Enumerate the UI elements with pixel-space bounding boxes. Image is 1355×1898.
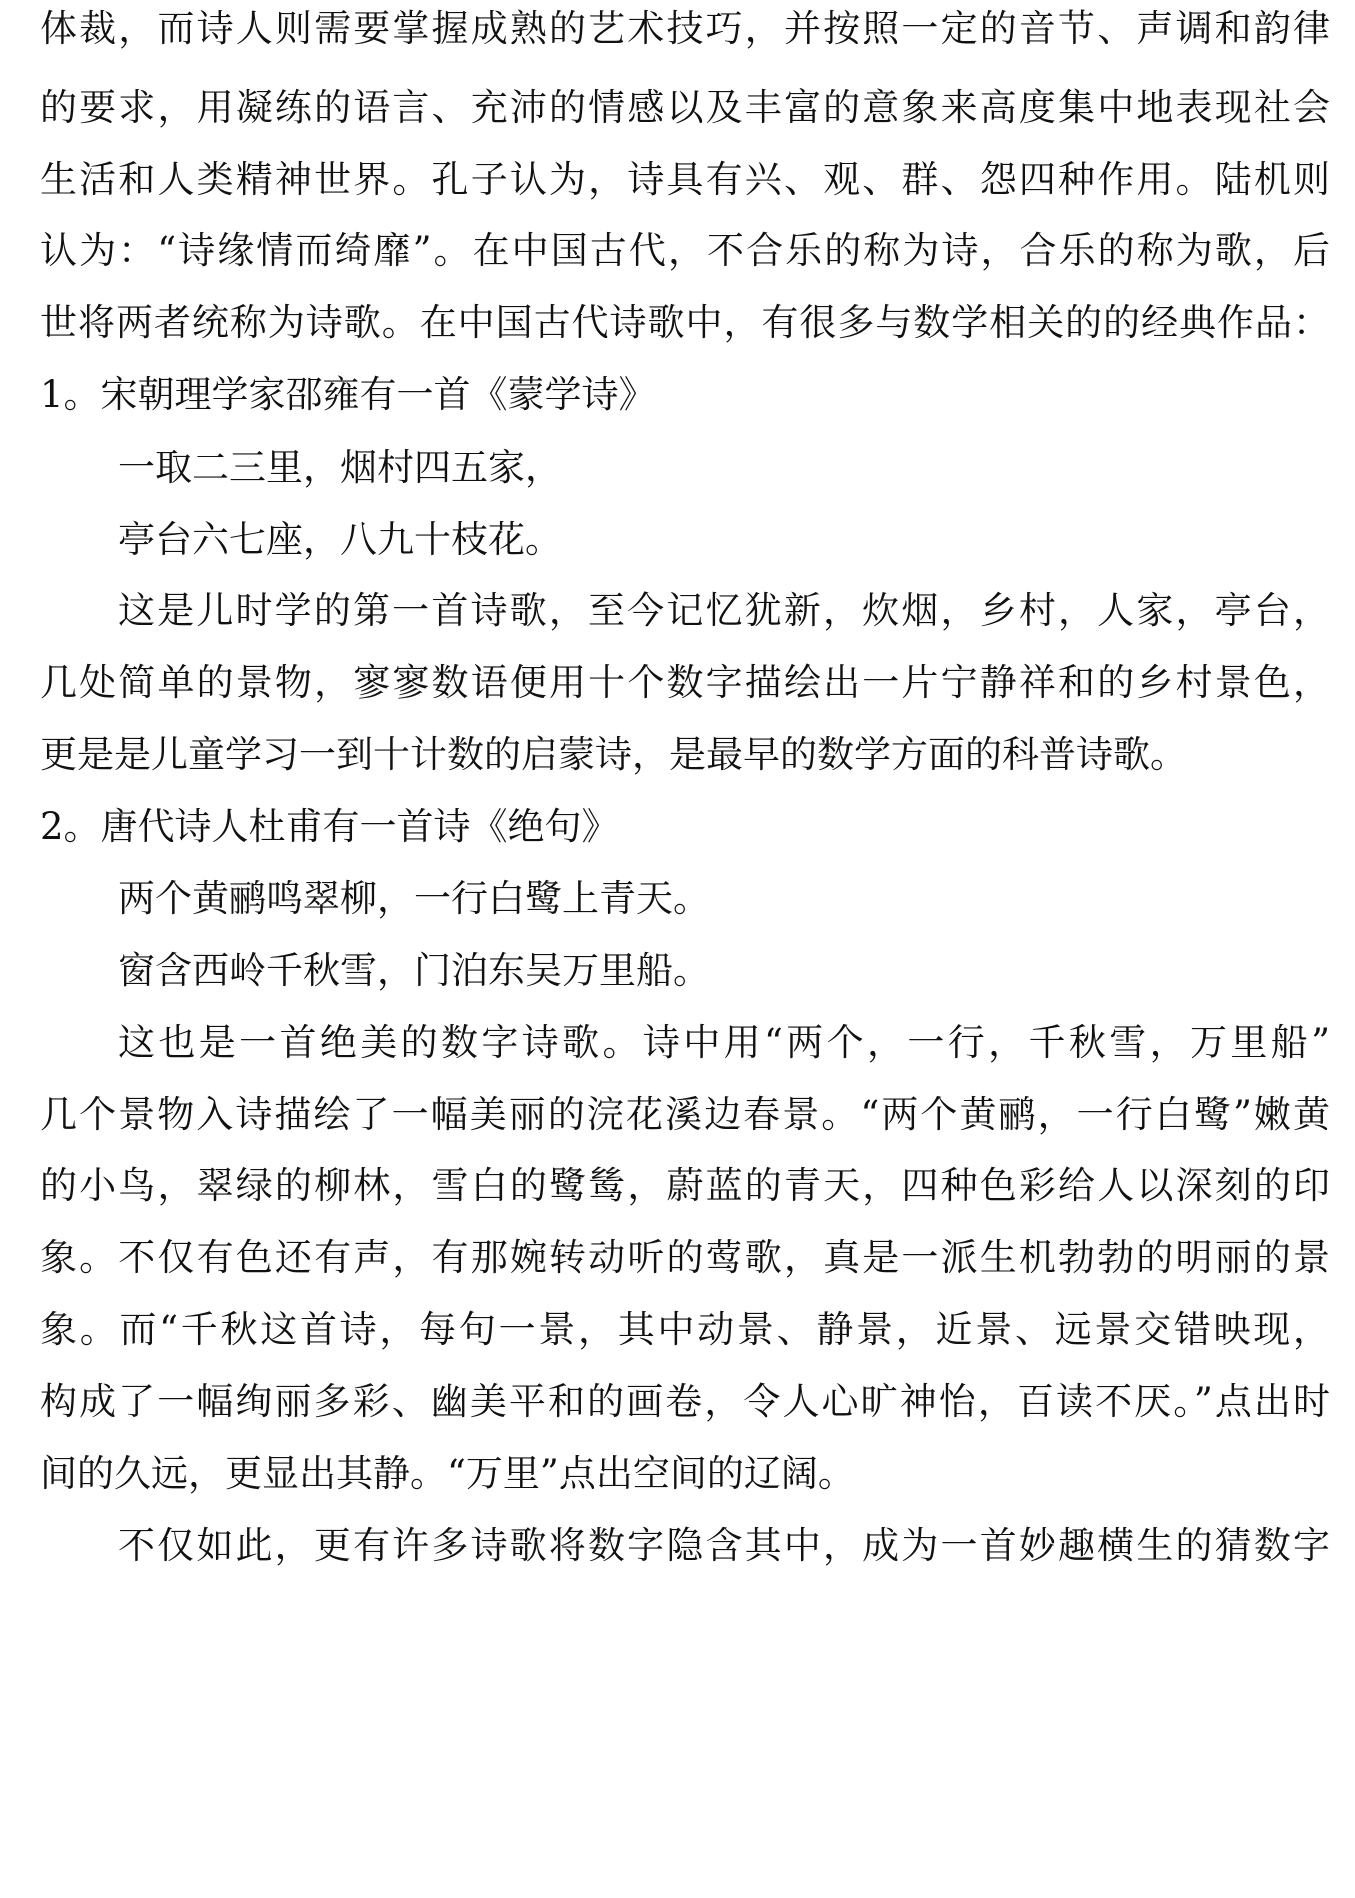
text-line: 这也是一首绝美的数字诗歌。诗中用“两个，一行，千秋雪，万里船”: [118, 1021, 1330, 1064]
text-line: 的小鸟，翠绿的柳林，雪白的鹭鸶，蔚蓝的青天，四种色彩给人以深刻的印: [40, 1164, 1330, 1207]
poem-line: 窗含西岭千秋雪，门泊东吴万里船。: [118, 949, 710, 992]
section-heading: 1。宋朝理学家邵雍有一首《蒙学诗》: [40, 373, 656, 416]
text-line: 的要求，用凝练的语言、充沛的情感以及丰富的意象来高度集中地表现社会: [40, 86, 1330, 129]
text-line: 世将两者统称为诗歌。在中国古代诗歌中，有很多与数学相关的的经典作品：: [40, 301, 1330, 344]
text-line: 构成了一幅绚丽多彩、幽美平和的画卷，令人心旷神怡，百读不厌。”点出时: [40, 1380, 1330, 1423]
poem-line: 两个黄鹂鸣翠柳，一行白鹭上青天。: [118, 877, 710, 920]
text-line: 生活和人类精神世界。孔子认为，诗具有兴、观、群、怨四种作用。陆机则: [40, 158, 1330, 201]
text-line: 象。而“千秋这首诗，每句一景，其中动景、静景，近景、远景交错映现，: [40, 1308, 1330, 1351]
text-line: 不仅如此，更有许多诗歌将数字隐含其中，成为一首妙趣横生的猜数字: [118, 1524, 1330, 1567]
poem-line: 亭台六七座，八九十枝花。: [118, 518, 562, 561]
text-line: 象。不仅有色还有声，有那婉转动听的莺歌，真是一派生机勃勃的明丽的景: [40, 1236, 1330, 1279]
text-line: 几个景物入诗描绘了一幅美丽的浣花溪边春景。“两个黄鹂，一行白鹭”嫩黄: [40, 1093, 1330, 1136]
text-line: 几处简单的景物，寥寥数语便用十个数字描绘出一片宁静祥和的乡村景色，: [40, 661, 1330, 704]
text-line: 更是是儿童学习一到十计数的启蒙诗，是最早的数学方面的科普诗歌。: [40, 733, 1187, 776]
text-line: 认为：“诗缘情而绮靡”。在中国古代，不合乐的称为诗，合乐的称为歌，后: [40, 229, 1330, 272]
text-line: 这是儿时学的第一首诗歌，至今记忆犹新，炊烟，乡村，人家，亭台，: [118, 589, 1330, 632]
section-heading: 2。唐代诗人杜甫有一首诗《绝句》: [40, 805, 619, 848]
text-line: 体裁，而诗人则需要掌握成熟的艺术技巧，并按照一定的音节、声调和韵律: [40, 7, 1330, 50]
text-line: 间的久远，更显出其静。“万里”点出空间的辽阔。: [40, 1452, 855, 1495]
poem-line: 一取二三里，烟村四五家，: [118, 446, 562, 489]
